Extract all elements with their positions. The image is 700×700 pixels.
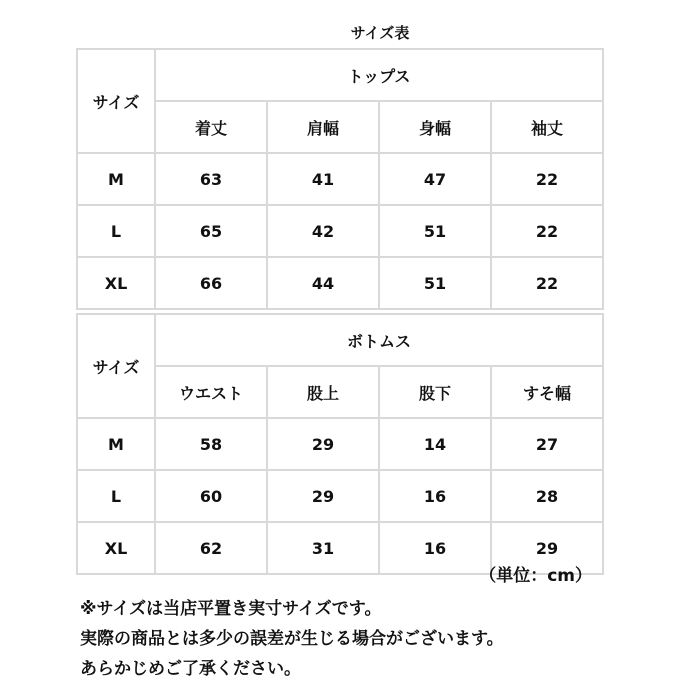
value-cell: 16 xyxy=(379,522,491,574)
value-cell: 29 xyxy=(267,418,379,470)
note-line: 実際の商品とは多少の誤差が生じる場合がございます。 xyxy=(80,629,504,649)
value-cell: 28 xyxy=(491,470,603,522)
size-cell: XL xyxy=(77,522,155,574)
column-header: すそ幅 xyxy=(491,366,603,418)
size-cell: L xyxy=(77,205,155,257)
value-cell: 22 xyxy=(491,257,603,309)
value-cell: 27 xyxy=(491,418,603,470)
value-cell: 51 xyxy=(379,257,491,309)
column-header: ウエスト xyxy=(155,366,267,418)
group-label-cell: ボトムス xyxy=(155,314,603,366)
note-line: あらかじめご了承ください。 xyxy=(80,659,301,679)
table-row xyxy=(77,205,603,257)
table-row xyxy=(77,470,603,522)
group-label-cell: トップス xyxy=(155,49,603,101)
value-cell: 58 xyxy=(155,418,267,470)
column-header: 袖丈 xyxy=(491,101,603,153)
column-header: 肩幅 xyxy=(267,101,379,153)
note-line: ※サイズは当店平置き実寸サイズです。 xyxy=(80,599,382,619)
notes xyxy=(80,594,504,684)
size-cell: M xyxy=(77,153,155,205)
bottoms-size-table xyxy=(76,313,604,575)
value-cell: 42 xyxy=(267,205,379,257)
value-cell: 22 xyxy=(491,153,603,205)
value-cell: 44 xyxy=(267,257,379,309)
column-header: 股下 xyxy=(379,366,491,418)
value-cell: 14 xyxy=(379,418,491,470)
value-cell: 22 xyxy=(491,205,603,257)
value-cell: 51 xyxy=(379,205,491,257)
value-cell: 29 xyxy=(267,470,379,522)
unit-note: （単位：cm） xyxy=(479,566,592,586)
value-cell: 16 xyxy=(379,470,491,522)
size-cell: L xyxy=(77,470,155,522)
value-cell: 47 xyxy=(379,153,491,205)
column-header: 着丈 xyxy=(155,101,267,153)
value-cell: 63 xyxy=(155,153,267,205)
table-row xyxy=(77,418,603,470)
value-cell: 60 xyxy=(155,470,267,522)
size-cell: M xyxy=(77,418,155,470)
value-cell: 66 xyxy=(155,257,267,309)
table-row xyxy=(77,257,603,309)
page-title: サイズ表 xyxy=(350,24,410,42)
column-header: 股上 xyxy=(267,366,379,418)
table-row xyxy=(77,153,603,205)
value-cell: 29 xyxy=(491,522,603,574)
value-cell: 62 xyxy=(155,522,267,574)
size-header-cell: サイズ xyxy=(77,49,155,153)
value-cell: 41 xyxy=(267,153,379,205)
size-header-cell: サイズ xyxy=(77,314,155,418)
value-cell: 65 xyxy=(155,205,267,257)
tops-size-table xyxy=(76,48,604,310)
column-header: 身幅 xyxy=(379,101,491,153)
size-cell: XL xyxy=(77,257,155,309)
value-cell: 31 xyxy=(267,522,379,574)
